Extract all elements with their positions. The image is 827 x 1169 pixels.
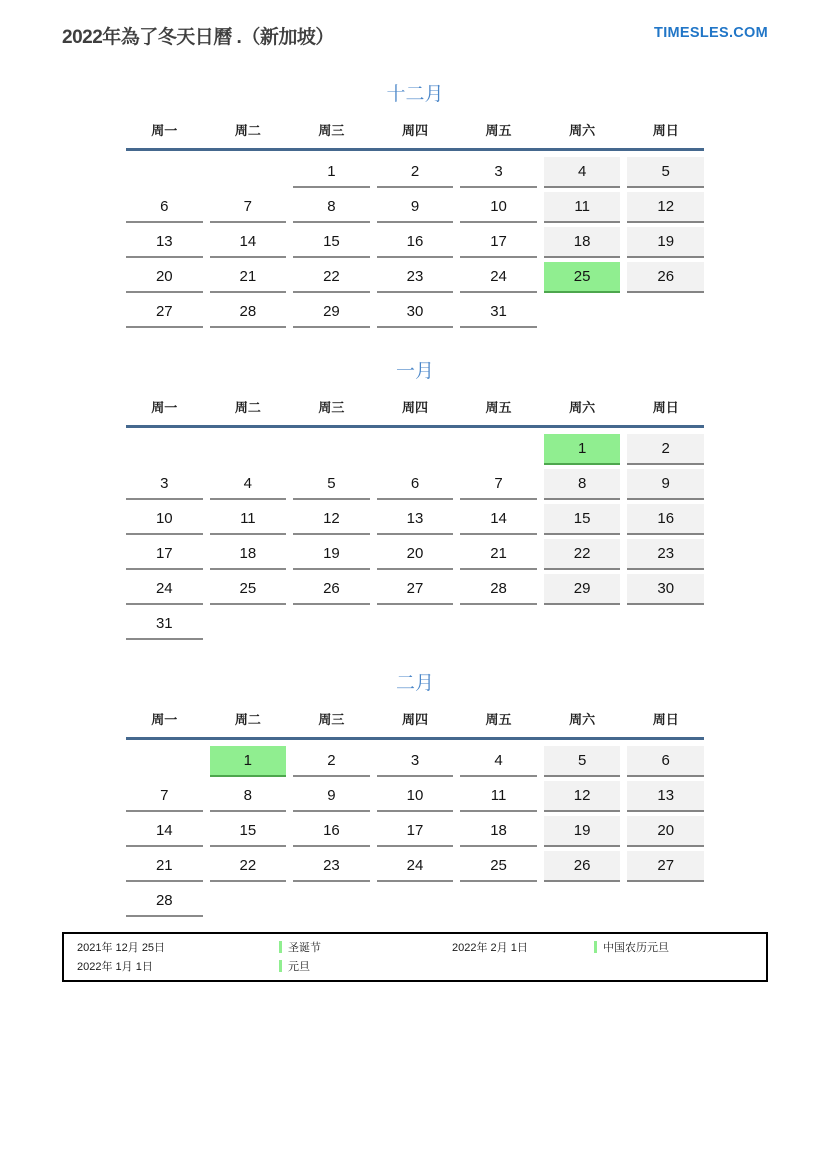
day-cell: 2: [377, 157, 454, 188]
weekday-label: 周三: [318, 712, 345, 727]
day-cell: 7: [210, 192, 287, 223]
day-cell: 5: [544, 746, 621, 777]
holiday-marker-icon: [594, 941, 597, 953]
month-title: 一月: [395, 361, 434, 382]
legend-item: [279, 939, 452, 955]
day-cell: 12: [544, 781, 621, 812]
legend-date: 2021年 12月 25日: [77, 942, 166, 954]
day-cell: 13: [126, 227, 203, 258]
day-cell: 17: [377, 816, 454, 847]
weekday-label: 周五: [485, 400, 512, 415]
day-cell: 22: [210, 851, 287, 882]
day-cell: 17: [126, 539, 203, 570]
day-cell: 23: [377, 262, 454, 293]
day-cell: 10: [126, 504, 203, 535]
day-cell: 3: [460, 157, 537, 188]
day-cell: 10: [377, 781, 454, 812]
empty-cell: [126, 434, 203, 465]
day-cell: 9: [377, 192, 454, 223]
day-cell: 27: [126, 297, 203, 328]
day-cell: 9: [293, 781, 370, 812]
weekday-label: 周日: [652, 400, 679, 415]
legend-item: [594, 939, 766, 955]
day-cell: 24: [377, 851, 454, 882]
weekday-label: 周五: [485, 123, 512, 138]
day-cell: 24: [126, 574, 203, 605]
weekday-label: 周四: [401, 712, 428, 727]
day-cell-holiday: 25: [544, 262, 621, 293]
empty-cell: [627, 609, 704, 640]
weekday-label: 周一: [151, 400, 178, 415]
day-cell: 1: [293, 157, 370, 188]
day-cell: 26: [293, 574, 370, 605]
holiday-marker-icon: [279, 941, 282, 953]
day-cell-holiday: 1: [544, 434, 621, 465]
day-cell: 12: [293, 504, 370, 535]
month-grid: [126, 746, 704, 917]
weekday-label: 周四: [401, 123, 428, 138]
day-cell: 31: [126, 609, 203, 640]
day-cell: 23: [627, 539, 704, 570]
empty-cell: [126, 746, 203, 777]
day-cell: 14: [126, 816, 203, 847]
weekday-label: 周三: [318, 123, 345, 138]
month-title: 十二月: [386, 84, 444, 105]
legend-item: [279, 958, 452, 974]
weekday-label: 周六: [569, 712, 596, 727]
day-cell: 15: [293, 227, 370, 258]
day-cell: 6: [126, 192, 203, 223]
day-cell: 5: [627, 157, 704, 188]
day-cell: 18: [544, 227, 621, 258]
day-cell: 19: [544, 816, 621, 847]
empty-cell: [293, 434, 370, 465]
day-cell: 18: [210, 539, 287, 570]
day-cell: 25: [210, 574, 287, 605]
day-cell: 6: [377, 469, 454, 500]
empty-cell: [460, 609, 537, 640]
empty-cell: [460, 886, 537, 917]
legend-holiday-label: 中国农历元旦: [603, 942, 669, 954]
day-cell: 17: [460, 227, 537, 258]
empty-cell: [377, 609, 454, 640]
day-cell: 14: [210, 227, 287, 258]
weekday-label: 周二: [234, 400, 261, 415]
weekday-label: 周三: [318, 400, 345, 415]
day-cell: 15: [210, 816, 287, 847]
day-cell: 28: [126, 886, 203, 917]
day-cell: 5: [293, 469, 370, 500]
day-cell: 12: [627, 192, 704, 223]
day-cell: 14: [460, 504, 537, 535]
month-title: 二月: [395, 673, 434, 694]
empty-cell: [627, 297, 704, 328]
day-cell: 20: [377, 539, 454, 570]
day-cell: 6: [627, 746, 704, 777]
day-cell: 18: [460, 816, 537, 847]
empty-cell: [293, 886, 370, 917]
legend-date: 2022年 1月 1日: [77, 961, 153, 973]
empty-cell: [544, 297, 621, 328]
header-rule: [126, 425, 704, 428]
weekday-label: 周一: [151, 712, 178, 727]
day-cell: 7: [460, 469, 537, 500]
weekday-label: 周二: [234, 712, 261, 727]
legend-holiday-label: 圣诞节: [288, 942, 321, 954]
months-container: [126, 79, 704, 917]
weekday-label: 周日: [652, 712, 679, 727]
empty-cell: [377, 434, 454, 465]
day-cell: 4: [460, 746, 537, 777]
holiday-marker-icon: [279, 960, 282, 972]
day-cell: 8: [293, 192, 370, 223]
day-cell: 30: [627, 574, 704, 605]
empty-cell: [544, 886, 621, 917]
legend-date: 2022年 2月 1日: [452, 942, 528, 954]
day-cell: 10: [460, 192, 537, 223]
day-cell: 2: [293, 746, 370, 777]
day-cell: 11: [544, 192, 621, 223]
day-cell: 20: [126, 262, 203, 293]
day-cell: 3: [126, 469, 203, 500]
day-cell: 28: [210, 297, 287, 328]
day-cell: 26: [627, 262, 704, 293]
header-rule: [126, 737, 704, 740]
empty-cell: [210, 886, 287, 917]
empty-cell: [126, 157, 203, 188]
day-cell: 4: [544, 157, 621, 188]
weekday-label: 周一: [151, 123, 178, 138]
day-cell: 3: [377, 746, 454, 777]
day-cell: 27: [627, 851, 704, 882]
day-cell: 4: [210, 469, 287, 500]
day-cell: 21: [460, 539, 537, 570]
weekday-header-row: [126, 120, 704, 148]
month-grid: [126, 434, 704, 640]
day-cell: 9: [627, 469, 704, 500]
holiday-legend: [62, 932, 768, 982]
weekday-header-row: [126, 709, 704, 737]
page-title: 2022年為了冬天日曆 .（新加坡）: [62, 27, 334, 48]
header-rule: [126, 148, 704, 151]
empty-cell: [210, 609, 287, 640]
day-cell: 2: [627, 434, 704, 465]
day-cell: 29: [544, 574, 621, 605]
weekday-label: 周五: [485, 712, 512, 727]
day-cell: 8: [544, 469, 621, 500]
day-cell: 25: [460, 851, 537, 882]
weekday-label: 周日: [652, 123, 679, 138]
weekday-label: 周二: [234, 123, 261, 138]
empty-cell: [460, 434, 537, 465]
day-cell: 29: [293, 297, 370, 328]
day-cell-holiday: 1: [210, 746, 287, 777]
weekday-label: 周六: [569, 123, 596, 138]
day-cell: 22: [293, 262, 370, 293]
day-cell: 19: [627, 227, 704, 258]
day-cell: 16: [377, 227, 454, 258]
month-grid: [126, 157, 704, 328]
day-cell: 21: [126, 851, 203, 882]
day-cell: 15: [544, 504, 621, 535]
empty-cell: [544, 609, 621, 640]
day-cell: 28: [460, 574, 537, 605]
day-cell: 24: [460, 262, 537, 293]
day-cell: 19: [293, 539, 370, 570]
day-cell: 30: [377, 297, 454, 328]
day-cell: 8: [210, 781, 287, 812]
day-cell: 13: [377, 504, 454, 535]
empty-cell: [627, 886, 704, 917]
month-block: [126, 79, 704, 328]
day-cell: 16: [627, 504, 704, 535]
weekday-label: 周四: [401, 400, 428, 415]
weekday-label: 周六: [569, 400, 596, 415]
legend-holiday-label: 元旦: [288, 961, 310, 973]
day-cell: 16: [293, 816, 370, 847]
empty-cell: [210, 157, 287, 188]
day-cell: 11: [210, 504, 287, 535]
page-header: [62, 20, 768, 49]
day-cell: 20: [627, 816, 704, 847]
day-cell: 27: [377, 574, 454, 605]
day-cell: 22: [544, 539, 621, 570]
empty-cell: [210, 434, 287, 465]
weekday-header-row: [126, 397, 704, 425]
day-cell: 7: [126, 781, 203, 812]
month-block: [126, 356, 704, 640]
day-cell: 11: [460, 781, 537, 812]
empty-cell: [377, 886, 454, 917]
month-block: [126, 668, 704, 917]
day-cell: 21: [210, 262, 287, 293]
site-logo-link[interactable]: TIMESLES.COM: [654, 25, 768, 41]
day-cell: 26: [544, 851, 621, 882]
day-cell: 31: [460, 297, 537, 328]
day-cell: 23: [293, 851, 370, 882]
day-cell: 13: [627, 781, 704, 812]
empty-cell: [293, 609, 370, 640]
